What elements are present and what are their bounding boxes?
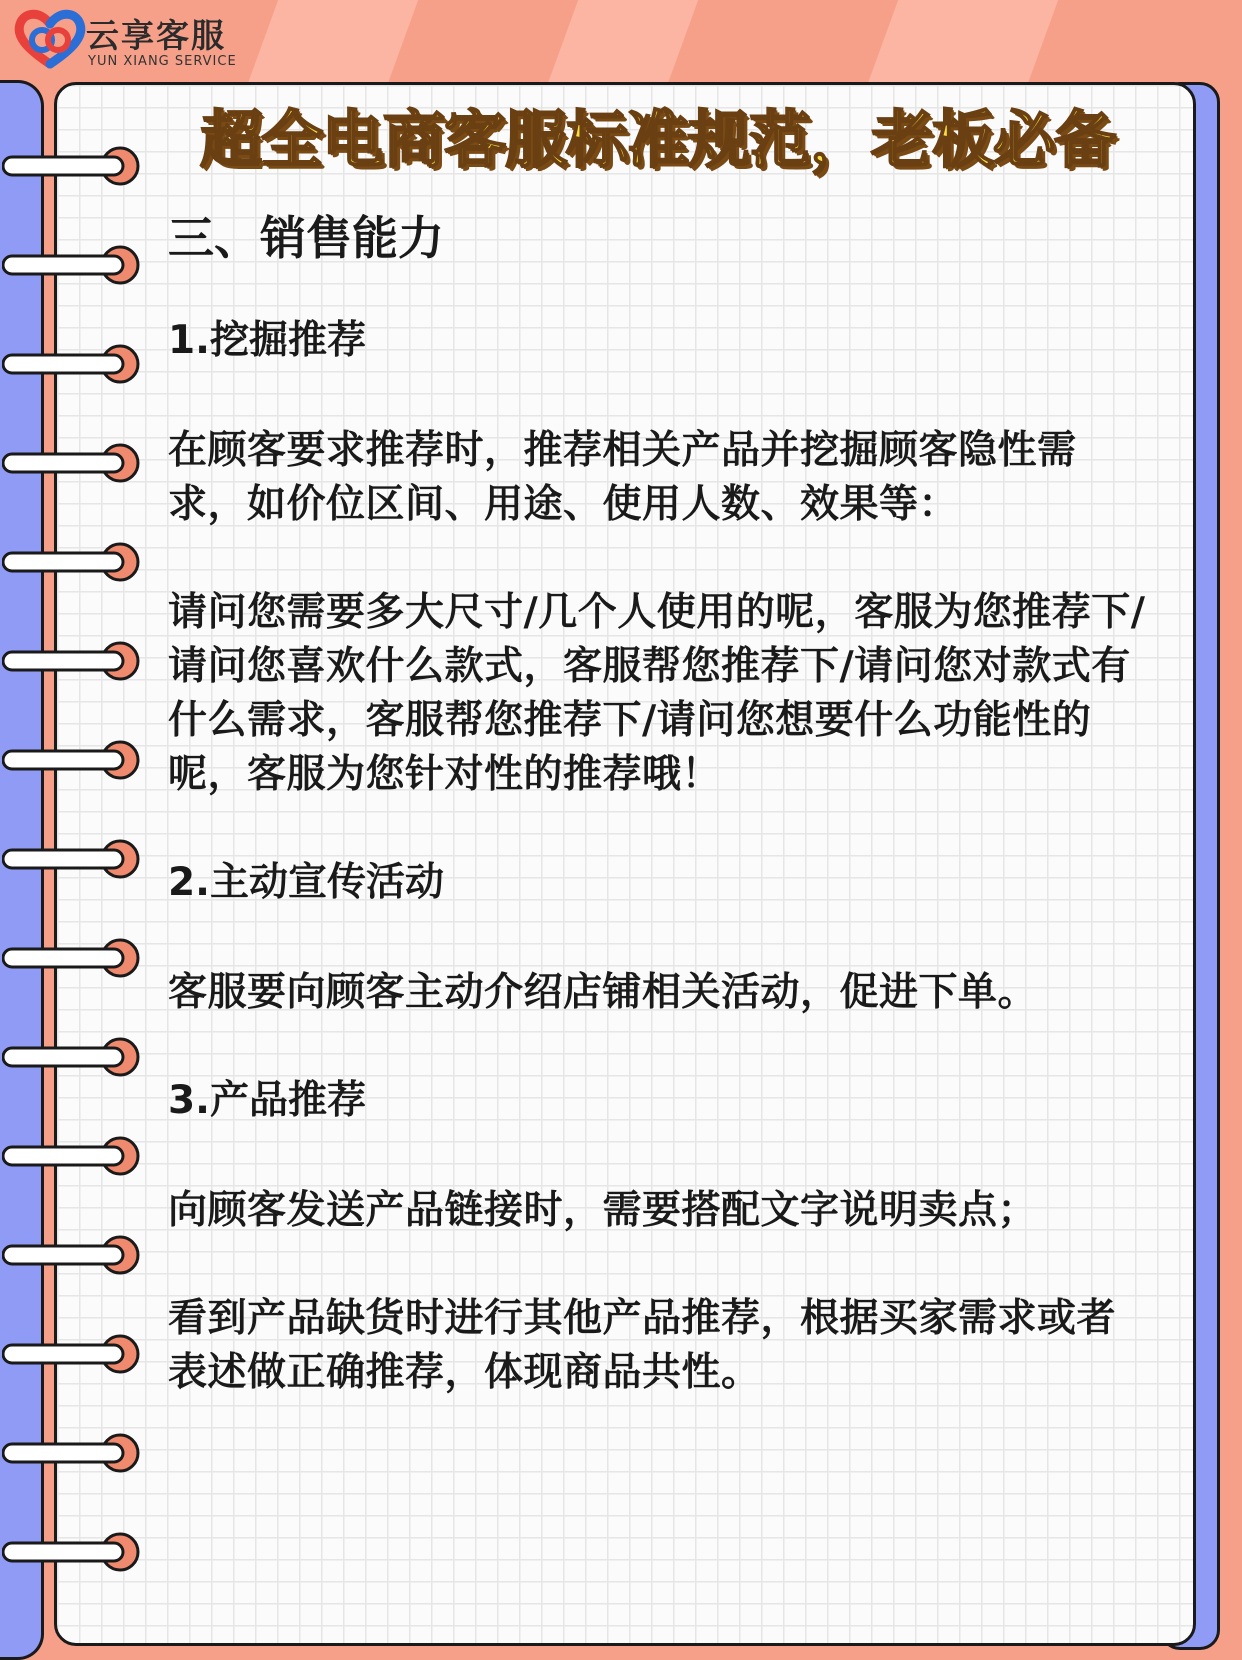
section-heading: 三、销售能力 bbox=[168, 211, 444, 265]
spiral-ring-icon bbox=[2, 1427, 152, 1479]
spiral-ring-icon bbox=[2, 239, 152, 291]
spiral-ring-icon bbox=[2, 635, 152, 687]
item-heading: 1.挖掘推荐 bbox=[168, 318, 366, 363]
spiral-ring-icon bbox=[2, 932, 152, 984]
spiral-ring-icon bbox=[2, 1328, 152, 1380]
heart-chain-logo-icon bbox=[12, 8, 88, 70]
item-heading: 2.主动宣传活动 bbox=[168, 860, 444, 905]
content-area bbox=[168, 210, 1148, 1454]
spiral-ring-icon bbox=[2, 1130, 152, 1182]
spiral-ring-icon bbox=[2, 1031, 152, 1083]
spiral-ring-icon bbox=[2, 833, 152, 885]
brand-name: 云享客服 bbox=[86, 16, 226, 55]
spiral-ring-icon bbox=[2, 437, 152, 489]
brand-logo bbox=[12, 8, 272, 78]
spiral-ring-icon bbox=[2, 338, 152, 390]
item-paragraph: 请问您需要多大尺寸/几个人使用的呢，客服为您推荐下/请问您喜欢什么款式，客服帮您推荐下/请问您对款式有什么需求，客服帮您推荐下/请问您想要什么功能性的呢，客服为您针对性的推荐哦！ bbox=[168, 590, 1146, 797]
page-title: 超全电商客服标准规范，老板必备 bbox=[200, 103, 1116, 176]
item-paragraph: 向顾客发送产品链接时，需要搭配文字说明卖点； bbox=[168, 1188, 1038, 1233]
spiral-ring-icon bbox=[2, 140, 152, 192]
item-paragraph: 看到产品缺货时进行其他产品推荐，根据买家需求或者表述做正确推荐，体现商品共性。 bbox=[168, 1296, 1117, 1395]
item-paragraph: 在顾客要求推荐时，推荐相关产品并挖掘顾客隐性需求，如价位区间、用途、使用人数、效果等： bbox=[168, 428, 1077, 527]
spiral-ring-icon bbox=[2, 734, 152, 786]
spiral-ring-icon bbox=[2, 536, 152, 588]
item-paragraph: 客服要向顾客主动介绍店铺相关活动，促进下单。 bbox=[168, 970, 1038, 1015]
spiral-ring-icon bbox=[2, 1229, 152, 1281]
brand-subtitle: YUN XIANG SERVICE bbox=[88, 54, 237, 69]
item-heading: 3.产品推荐 bbox=[168, 1078, 366, 1123]
spiral-ring-icon bbox=[2, 1526, 152, 1578]
